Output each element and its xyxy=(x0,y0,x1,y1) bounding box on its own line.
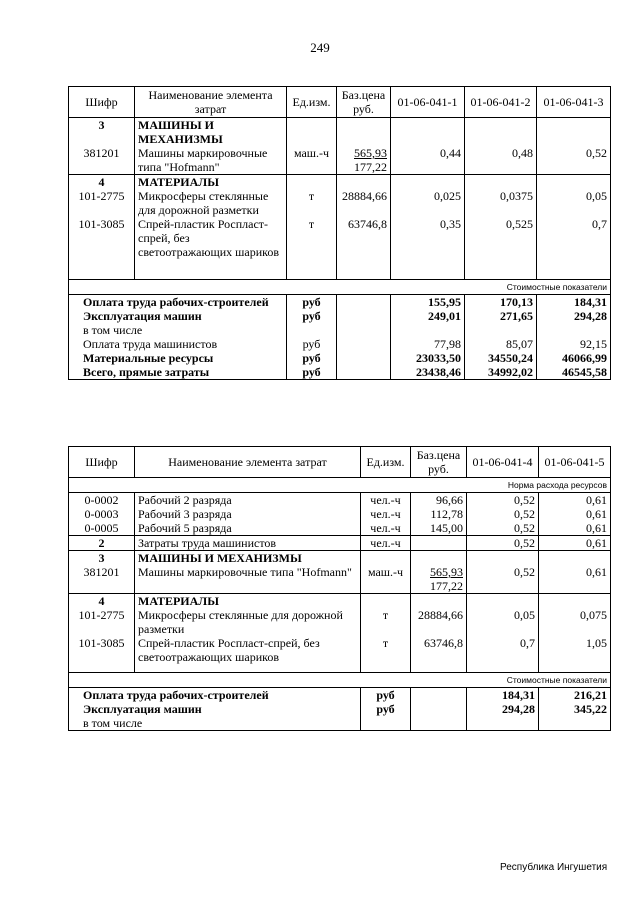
cell-code: 0-0005 xyxy=(69,521,135,536)
cell-name: Спрей-пластик Роспласт-спрей, без светоотражающих шариков xyxy=(135,636,361,672)
section-title: МАТЕРИАЛЫ xyxy=(135,175,287,190)
cell-price: 28884,66 xyxy=(411,608,467,636)
table-row xyxy=(69,536,611,551)
summary-name: Оплата труда рабочих-строителей xyxy=(69,294,287,309)
header-unit: Ед.изм. xyxy=(287,87,337,118)
cell-value: 0,52 xyxy=(467,521,539,536)
cell-code: 101-3085 xyxy=(69,636,135,672)
cell-value: 0,52 xyxy=(537,146,611,175)
cell-name: Затраты труда машинистов xyxy=(135,536,361,551)
cost-indicators-row xyxy=(69,279,611,294)
cell-value: 0,52 xyxy=(467,536,539,551)
summary-title: Эксплуатация машин xyxy=(83,308,202,323)
cell-value: 0,52 xyxy=(467,493,539,508)
cell-name: Рабочий 3 разряда xyxy=(135,507,361,521)
cell-unit: маш.-ч xyxy=(361,565,411,594)
cell-unit: т xyxy=(361,608,411,636)
summary-value: 77,98 xyxy=(391,337,465,351)
summary-name: Оплата труда машинистов xyxy=(69,337,287,351)
summary-name: Материальные ресурсы xyxy=(69,351,287,365)
header-col-3: 01-06-041-3 xyxy=(537,87,611,118)
cell-value: 0,525 xyxy=(465,217,537,279)
summary-unit: руб xyxy=(287,309,337,337)
section-title: МАШИНЫ И МЕХАНИЗМЫ xyxy=(135,118,287,147)
cell-name: Рабочий 5 разряда xyxy=(135,521,361,536)
cell-value: 0,61 xyxy=(539,565,611,594)
cell-value: 0,7 xyxy=(537,217,611,279)
summary-name xyxy=(69,309,287,337)
table-row xyxy=(69,565,611,594)
cell-value: 0,61 xyxy=(539,536,611,551)
section-number: 3 xyxy=(69,118,135,147)
summary-row xyxy=(69,337,611,351)
cell-value: 0,7 xyxy=(467,636,539,672)
cell-value: 0,44 xyxy=(391,146,465,175)
cell-code: 101-2775 xyxy=(69,189,135,217)
table-row xyxy=(69,507,611,521)
cell-price: 112,78 xyxy=(411,507,467,521)
section-row xyxy=(69,175,611,190)
summary-value: 294,28 xyxy=(537,309,611,337)
cell-code: 0-0002 xyxy=(69,493,135,508)
summary-value: 92,15 xyxy=(537,337,611,351)
summary-unit: руб xyxy=(287,365,337,380)
section-row xyxy=(69,118,611,147)
table-row xyxy=(69,217,611,279)
cost-indicators-row xyxy=(69,672,611,687)
cell-value: 0,61 xyxy=(539,507,611,521)
cell-code: 2 xyxy=(69,536,135,551)
summary-value: 184,31 xyxy=(537,294,611,309)
price-value: 565,93 xyxy=(354,146,387,160)
summary-unit: руб xyxy=(287,337,337,351)
cell-price xyxy=(337,146,391,175)
cell-value: 0,025 xyxy=(391,189,465,217)
summary-value: 23438,46 xyxy=(391,365,465,380)
summary-unit: руб xyxy=(361,687,411,702)
cell-unit: чел.-ч xyxy=(361,521,411,536)
header-col-1: 01-06-041-1 xyxy=(391,87,465,118)
summary-value: 170,13 xyxy=(465,294,537,309)
cell-unit: т xyxy=(361,636,411,672)
summary-name: Всего, прямые затраты xyxy=(69,365,287,380)
header-unit: Ед.изм. xyxy=(361,447,411,478)
footer-region: Республика Ингушетия xyxy=(500,862,608,873)
summary-value: 216,21 xyxy=(539,687,611,702)
cell-value: 0,05 xyxy=(537,189,611,217)
cell-unit: т xyxy=(287,217,337,279)
cell-unit: чел.-ч xyxy=(361,507,411,521)
cell-name: Спрей-пластик Роспласт-спрей, без светоотражающих шариков xyxy=(135,217,287,279)
summary-unit: руб xyxy=(287,351,337,365)
summary-value: 46066,99 xyxy=(537,351,611,365)
cell-value: 1,05 xyxy=(539,636,611,672)
cost-indicators-label: Стоимостные показатели xyxy=(69,279,611,294)
cell-value: 0,52 xyxy=(467,507,539,521)
section-number: 4 xyxy=(69,594,135,609)
cell-name: Машины маркировочные типа "Hofmann" xyxy=(135,565,361,594)
norm-label-row xyxy=(69,478,611,493)
resource-table-2 xyxy=(68,446,611,731)
summary-value: 85,07 xyxy=(465,337,537,351)
cell-name: Рабочий 2 разряда xyxy=(135,493,361,508)
cell-name: Микросферы стеклянные для дорожной разметки xyxy=(135,608,361,636)
summary-row xyxy=(69,294,611,309)
cell-unit: чел.-ч xyxy=(361,536,411,551)
cell-price: 63746,8 xyxy=(337,217,391,279)
resource-table-1 xyxy=(68,86,611,380)
cell-value: 0,48 xyxy=(465,146,537,175)
header-code: Шифр xyxy=(69,87,135,118)
cost-indicators-label: Стоимостные показатели xyxy=(69,672,611,687)
summary-row xyxy=(69,365,611,380)
cell-price: 28884,66 xyxy=(337,189,391,217)
summary-value: 46545,58 xyxy=(537,365,611,380)
cell-price: 96,66 xyxy=(411,493,467,508)
cell-value: 0,61 xyxy=(539,521,611,536)
section-row xyxy=(69,551,611,566)
cell-value: 0,05 xyxy=(467,608,539,636)
header-code: Шифр xyxy=(69,447,135,478)
table-header-row xyxy=(69,87,611,118)
cell-value: 0,61 xyxy=(539,493,611,508)
cell-unit: маш.-ч xyxy=(287,146,337,175)
summary-row xyxy=(69,309,611,337)
norm-label: Норма расхода ресурсов xyxy=(69,478,611,493)
header-name: Наименование элемента затрат xyxy=(135,447,361,478)
header-col-2: 01-06-041-2 xyxy=(465,87,537,118)
summary-value: 34992,02 xyxy=(465,365,537,380)
header-price: Баз.цена руб. xyxy=(337,87,391,118)
summary-value: 249,01 xyxy=(391,309,465,337)
summary-value: 184,31 xyxy=(467,687,539,702)
table-row xyxy=(69,493,611,508)
header-name: Наименование элемента затрат xyxy=(135,87,287,118)
summary-subtitle: в том числе xyxy=(83,715,143,730)
cell-name: Микросферы стеклянные для дорожной разметки xyxy=(135,189,287,217)
section-number: 4 xyxy=(69,175,135,190)
summary-title: Эксплуатация машин xyxy=(83,701,202,716)
cell-unit: чел.-ч xyxy=(361,493,411,508)
header-col-5: 01-06-041-5 xyxy=(539,447,611,478)
summary-value: 34550,24 xyxy=(465,351,537,365)
header-price: Баз.цена руб. xyxy=(411,447,467,478)
table-row xyxy=(69,521,611,536)
cell-value: 0,075 xyxy=(539,608,611,636)
table-row xyxy=(69,189,611,217)
header-col-4: 01-06-041-4 xyxy=(467,447,539,478)
cell-value: 0,0375 xyxy=(465,189,537,217)
cell-code: 381201 xyxy=(69,565,135,594)
cell-name: Машины маркировочные типа "Hofmann" xyxy=(135,146,287,175)
summary-value: 23033,50 xyxy=(391,351,465,365)
price-value: 565,93 xyxy=(430,565,463,579)
summary-value: 271,65 xyxy=(465,309,537,337)
summary-unit: руб xyxy=(361,702,411,731)
section-number: 3 xyxy=(69,551,135,566)
cell-code: 381201 xyxy=(69,146,135,175)
section-title: МАШИНЫ И МЕХАНИЗМЫ xyxy=(135,551,361,566)
table-header-row xyxy=(69,447,611,478)
section-title: МАТЕРИАЛЫ xyxy=(135,594,361,609)
price-value: 177,22 xyxy=(354,160,387,174)
summary-name xyxy=(69,702,361,731)
summary-unit: руб xyxy=(287,294,337,309)
cell-code: 101-2775 xyxy=(69,608,135,636)
cell-price: 63746,8 xyxy=(411,636,467,672)
summary-name: Оплата труда рабочих-строителей xyxy=(69,687,361,702)
summary-subtitle: в том числе xyxy=(83,322,143,337)
cell-price: 145,00 xyxy=(411,521,467,536)
price-value: 177,22 xyxy=(430,579,463,593)
summary-value: 294,28 xyxy=(467,702,539,731)
cell-unit: т xyxy=(287,189,337,217)
table-row xyxy=(69,636,611,672)
summary-row xyxy=(69,351,611,365)
table-row xyxy=(69,146,611,175)
page-number: 249 xyxy=(310,40,330,55)
cell-price xyxy=(411,565,467,594)
cell-value: 0,52 xyxy=(467,565,539,594)
cell-code: 101-3085 xyxy=(69,217,135,279)
summary-row xyxy=(69,687,611,702)
table-row xyxy=(69,608,611,636)
cell-value: 0,35 xyxy=(391,217,465,279)
summary-value: 155,95 xyxy=(391,294,465,309)
cell-code: 0-0003 xyxy=(69,507,135,521)
summary-row xyxy=(69,702,611,731)
section-row xyxy=(69,594,611,609)
summary-value: 345,22 xyxy=(539,702,611,731)
